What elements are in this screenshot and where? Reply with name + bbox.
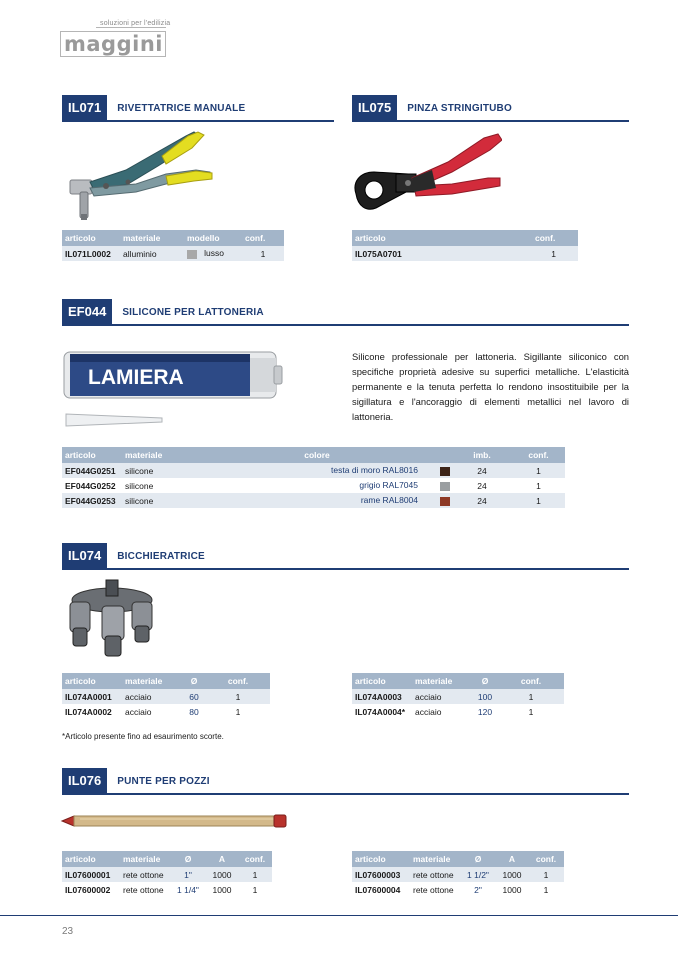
col-materiale: materiale	[122, 447, 182, 463]
table-row	[62, 493, 565, 508]
imb-cell: 24	[452, 493, 512, 508]
table-row	[62, 689, 270, 704]
section-header-ef044	[62, 300, 629, 326]
table-row	[352, 704, 564, 719]
modello-cell	[184, 246, 242, 261]
table-ef044	[62, 447, 565, 508]
col-a: A	[496, 851, 528, 867]
articolo-cell: IL074A0003	[352, 689, 412, 704]
imb-cell: 24	[452, 463, 512, 478]
section-title: RIVETTATRICE MANUALE	[117, 103, 246, 114]
materiale-cell: rete ottone	[413, 884, 454, 895]
col-colore: colore	[182, 447, 452, 463]
table-il074-left	[62, 673, 270, 719]
table-header-row	[352, 851, 564, 867]
table-header-row	[62, 851, 272, 867]
materiale-cell: acciaio	[412, 689, 472, 704]
section-header-il075	[352, 96, 629, 122]
table-row	[62, 882, 272, 897]
col-materiale: materiale	[412, 673, 472, 689]
table-row	[62, 867, 272, 882]
diametro-cell: 1 1/4"	[177, 884, 199, 895]
materiale-cell: rete ottone	[410, 867, 460, 882]
brand-name: maggini	[64, 32, 163, 56]
materiale-cell: alluminio	[120, 246, 184, 261]
articolo-cell: IL074A0004*	[355, 706, 406, 717]
section-code: IL075	[352, 95, 397, 120]
diametro-cell: 2"	[474, 884, 482, 895]
section-title: BICCHIERATRICE	[117, 551, 205, 562]
conf-cell: 1	[528, 867, 564, 882]
articolo-cell: IL07600004	[355, 884, 401, 895]
table-il071	[62, 230, 284, 261]
articolo-cell: IL07600003	[352, 867, 410, 882]
colore-label: rame RAL8004	[360, 495, 418, 506]
rivet-tool-image	[66, 126, 216, 226]
col-conf: conf.	[532, 230, 578, 246]
brand-logo	[60, 31, 166, 57]
colore-label: grigio RAL7045	[359, 480, 418, 491]
a-cell: 1000	[502, 884, 522, 895]
table-il074-right	[352, 673, 564, 719]
section-title: PUNTE PER POZZI	[117, 776, 210, 787]
col-articolo: articolo	[62, 851, 120, 867]
col-conf: conf.	[242, 230, 284, 246]
materiale-cell: silicone	[125, 480, 154, 491]
colore-cell	[182, 463, 452, 478]
table-il076-left	[62, 851, 272, 897]
color-swatch	[440, 482, 450, 491]
conf-cell: 1	[528, 706, 534, 717]
section-code: IL071	[62, 95, 107, 120]
articolo-cell: IL07600001	[62, 867, 120, 882]
page-number: 23	[62, 926, 74, 937]
colore-cell	[182, 478, 452, 493]
col-materiale: materiale	[122, 673, 182, 689]
col-diametro: Ø	[472, 673, 498, 689]
stock-note: *Articolo presente fino ad esaurimento scorte.	[62, 732, 224, 741]
col-materiale: materiale	[120, 851, 170, 867]
table-row	[352, 867, 564, 882]
table-row	[352, 689, 564, 704]
col-articolo: articolo	[352, 851, 410, 867]
col-diametro: Ø	[182, 673, 206, 689]
table-il075	[352, 230, 578, 261]
articolo-cell: IL07600002	[65, 884, 111, 895]
col-conf: conf.	[206, 673, 270, 689]
conf-cell: 1	[235, 706, 241, 717]
table-header-row	[352, 673, 564, 689]
modello-label: lusso	[204, 248, 224, 259]
colore-cell	[182, 493, 452, 508]
articolo-cell: IL075A0701	[352, 246, 532, 261]
col-materiale: materiale	[120, 230, 184, 246]
a-cell: 1000	[212, 884, 232, 895]
section-code: EF044	[62, 299, 112, 324]
materiale-cell: silicone	[122, 493, 182, 508]
col-articolo: articolo	[352, 673, 412, 689]
table-row	[352, 882, 564, 897]
section-header-il071	[62, 96, 334, 122]
table-header-row	[62, 230, 284, 246]
a-cell: 1000	[206, 867, 238, 882]
col-diametro: Ø	[170, 851, 206, 867]
articolo-cell: EF044G0253	[62, 493, 122, 508]
table-row	[62, 478, 565, 493]
section-code: IL074	[62, 543, 107, 568]
col-imb: imb.	[452, 447, 512, 463]
col-conf: conf.	[498, 673, 564, 689]
articolo-cell: EF044G0251	[62, 463, 122, 478]
diametro-cell: 80	[189, 706, 199, 717]
table-row	[352, 246, 578, 261]
well-point-image	[60, 812, 290, 830]
conf-cell: 1	[206, 689, 270, 704]
conf-cell: 1	[512, 463, 565, 478]
table-header-row	[62, 673, 270, 689]
materiale-cell: rete ottone	[120, 867, 170, 882]
diametro-cell: 1 1/2"	[460, 867, 496, 882]
color-swatch	[440, 497, 450, 506]
table-header-row	[62, 447, 565, 463]
col-articolo: articolo	[62, 230, 120, 246]
section-code: IL076	[62, 768, 107, 793]
conf-cell: 1	[252, 884, 258, 895]
imb-cell: 24	[477, 480, 487, 491]
brand-tagline: soluzioni per l'edilizia	[100, 20, 171, 27]
conf-cell: 1	[242, 246, 284, 261]
table-row	[62, 704, 270, 719]
materiale-cell: silicone	[122, 463, 182, 478]
materiale-cell: acciaio	[122, 689, 182, 704]
a-cell: 1000	[496, 867, 528, 882]
col-conf: conf.	[528, 851, 564, 867]
col-materiale: materiale	[410, 851, 460, 867]
diametro-cell: 60	[182, 689, 206, 704]
conf-cell: 1	[532, 246, 578, 261]
col-articolo: articolo	[62, 447, 122, 463]
footer-divider	[0, 915, 678, 916]
materiale-cell: acciaio	[125, 706, 152, 717]
diametro-cell: 120	[477, 706, 493, 717]
section-header-il076	[62, 769, 629, 795]
color-swatch	[187, 250, 197, 259]
col-modello: modello	[184, 230, 242, 246]
col-articolo: articolo	[352, 230, 532, 246]
col-diametro: Ø	[460, 851, 496, 867]
pipe-expander-image	[62, 578, 162, 660]
color-swatch	[440, 467, 450, 476]
table-il076-right	[352, 851, 564, 897]
col-a: A	[206, 851, 238, 867]
section-title: SILICONE PER LATTONERIA	[122, 307, 264, 318]
colore-label: testa di moro RAL8016	[331, 465, 418, 476]
diametro-cell: 1"	[170, 867, 206, 882]
section-header-il074	[62, 544, 629, 570]
articolo-cell: IL074A0001	[62, 689, 122, 704]
conf-cell: 1	[498, 689, 564, 704]
cartridge-label: LAMIERA	[88, 366, 184, 389]
logo-line	[96, 27, 166, 28]
articolo-cell: IL074A0002	[65, 706, 112, 717]
col-articolo: articolo	[62, 673, 122, 689]
table-header-row	[352, 230, 578, 246]
diametro-cell: 100	[472, 689, 498, 704]
pipe-pliers-image	[352, 128, 502, 220]
materiale-cell: acciaio	[415, 706, 442, 717]
materiale-cell: rete ottone	[123, 884, 164, 895]
section-title: PINZA STRINGITUBO	[407, 103, 512, 114]
conf-cell: 1	[238, 867, 272, 882]
conf-cell: 1	[543, 884, 549, 895]
articolo-cell: IL071L0002	[62, 246, 120, 261]
table-row	[62, 246, 284, 261]
col-conf: conf.	[238, 851, 272, 867]
product-description: Silicone professionale per lattoneria. Sigillante siliconico con specifiche proprietà adesive su superfici metalliche. L'elasticità permanente e la tenuta perfetta lo rendono insostituibile per la sigillatura e l'ancoraggio di elementi metallici nel lavoro di lattoneria.	[352, 351, 629, 422]
table-row	[62, 463, 565, 478]
articolo-cell: EF044G0252	[65, 480, 116, 491]
conf-cell: 1	[536, 480, 541, 491]
conf-cell: 1	[512, 493, 565, 508]
col-conf: conf.	[512, 447, 565, 463]
silicone-cartridge-image	[62, 348, 284, 434]
